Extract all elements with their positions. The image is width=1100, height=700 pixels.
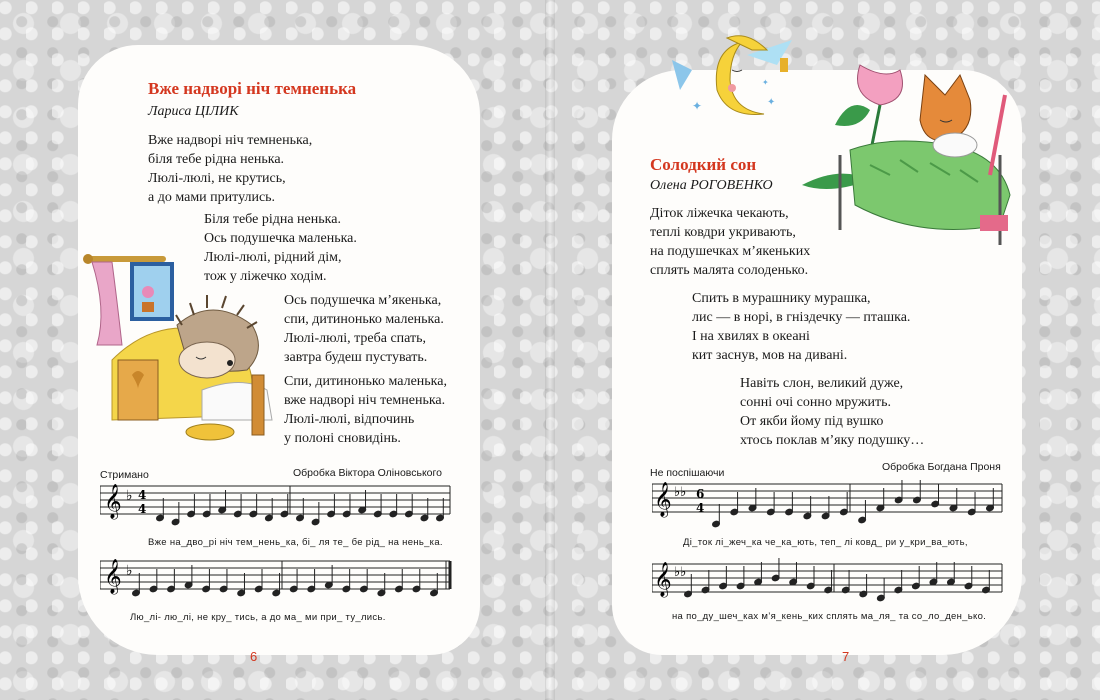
time-signature-bottom: 4 bbox=[138, 502, 147, 516]
left-poem-title: Вже надворі ніч темненька bbox=[148, 79, 357, 98]
left-arranger: Обробка Віктора Оліновського bbox=[293, 467, 442, 479]
treble-clef-icon: 𝄞 bbox=[654, 562, 672, 597]
poem-line: спи, дитинонько маленька. bbox=[284, 312, 444, 327]
flat-icon: ♭ bbox=[126, 488, 133, 504]
poem-line: сплять малята солоденько. bbox=[650, 263, 809, 278]
star-icon: ✦ bbox=[692, 99, 703, 113]
flat-icon: ♭♭ bbox=[674, 485, 687, 500]
right-poem-title: Солодкий сон bbox=[650, 155, 757, 174]
sleeping-fox-illustration bbox=[800, 55, 1032, 245]
right-lyrics-line-2: на по_ду_шеч_ках м’я_кень_ких сплять ма_ля_ та со_ло_ден_ько. bbox=[672, 611, 987, 622]
poem-line: тож у ліжечко ходім. bbox=[204, 269, 327, 284]
left-lyrics-line-1: Вже на_дво_рі ніч тем_нень_ка, бі_ ля те_ бе рід_ на нень_ка. bbox=[148, 537, 443, 548]
poem-line: а до мами притулись. bbox=[148, 190, 276, 205]
right-tempo-marking: Не поспішаючи bbox=[650, 467, 725, 479]
poem-line: Люлі-люлі, рідний дім, bbox=[204, 250, 342, 265]
poem-line: лис — в норі, в гніздечку — пташка. bbox=[692, 310, 911, 325]
poem-line: Люлі-люлі, не крутись, bbox=[148, 171, 286, 186]
treble-clef-icon: 𝄞 bbox=[654, 482, 672, 517]
time-signature-top: 6 bbox=[696, 487, 705, 501]
poem-line: Навіть слон, великий дуже, bbox=[740, 376, 904, 391]
poem-line: Люлі-люлі, відпочинь bbox=[284, 412, 415, 427]
poem-line: у полоні сновидінь. bbox=[284, 431, 401, 446]
poem-line: кит заснув, мов на дивані. bbox=[692, 348, 848, 363]
right-stanza-2 bbox=[692, 289, 910, 365]
poem-line: Спи, дитинонько маленька, bbox=[284, 374, 447, 389]
time-signature-top: 4 bbox=[138, 488, 147, 502]
right-page-number: 7 bbox=[842, 649, 850, 664]
left-page-number: 6 bbox=[250, 649, 258, 664]
poem-line: завтра будеш пустувать. bbox=[284, 350, 428, 365]
right-poem-author: Олена РОГОВЕНКО bbox=[650, 178, 773, 193]
poem-line: сонні очі сонно мружить. bbox=[740, 395, 892, 410]
flat-icon: ♭ bbox=[126, 563, 133, 579]
poem-line: Люлі-люлі, треба спать, bbox=[284, 331, 427, 346]
right-stanza-3 bbox=[740, 374, 924, 450]
poem-line: теплі ковдри укривають, bbox=[650, 225, 796, 240]
poem-line: вже надворі ніч темненька. bbox=[284, 393, 446, 408]
poem-line: на подушечках м’якеньких bbox=[650, 244, 811, 259]
poem-line: Вже надворі ніч темненька, bbox=[148, 133, 313, 148]
right-lyrics-line-1: Ді_ток лі_жеч_ка че_ка_ють, теп_ лі ковд_ ри у_кри_ва_ють, bbox=[683, 537, 968, 548]
left-stanza-3 bbox=[284, 291, 444, 367]
book-spine bbox=[545, 0, 555, 700]
poem-line: біля тебе рідна ненька. bbox=[148, 152, 285, 167]
star-icon: ✦ bbox=[767, 97, 776, 108]
time-signature-bottom: 4 bbox=[696, 501, 705, 515]
left-lyrics-line-2: Лю_лі- лю_лі, не кру_ тись, а до ма_ ми при_ ту_лись. bbox=[130, 612, 386, 623]
treble-clef-icon: 𝄞 bbox=[104, 559, 122, 594]
treble-clef-icon: 𝄞 bbox=[104, 484, 122, 519]
star-icon: ✦ bbox=[762, 78, 769, 87]
poem-line: І на хвилях в океані bbox=[692, 329, 810, 344]
left-poem-author: Лариса ЦІЛИК bbox=[148, 104, 239, 119]
poem-line: Ось подушечка маленька. bbox=[204, 231, 357, 246]
sleeping-moon-illustration bbox=[672, 30, 802, 125]
poem-line: Ось подушечка м’якенька, bbox=[284, 293, 442, 308]
sleeping-hedgehog-illustration bbox=[82, 250, 282, 445]
poem-line: Діток ліжечка чекають, bbox=[650, 206, 789, 221]
left-stanza-1 bbox=[148, 131, 312, 207]
poem-line: Біля тебе рідна ненька. bbox=[204, 212, 341, 227]
poem-line: От якби йому під вушко bbox=[740, 414, 884, 429]
left-tempo-marking: Стримано bbox=[100, 469, 149, 481]
poem-line: Спить в мурашнику мурашка, bbox=[692, 291, 871, 306]
poem-line: хтось поклав м’яку подушку… bbox=[740, 433, 925, 448]
right-stanza-1 bbox=[650, 204, 810, 280]
flat-icon: ♭♭ bbox=[674, 565, 687, 580]
left-stanza-4 bbox=[284, 372, 447, 448]
right-arranger: Обробка Богдана Проня bbox=[882, 461, 1001, 473]
